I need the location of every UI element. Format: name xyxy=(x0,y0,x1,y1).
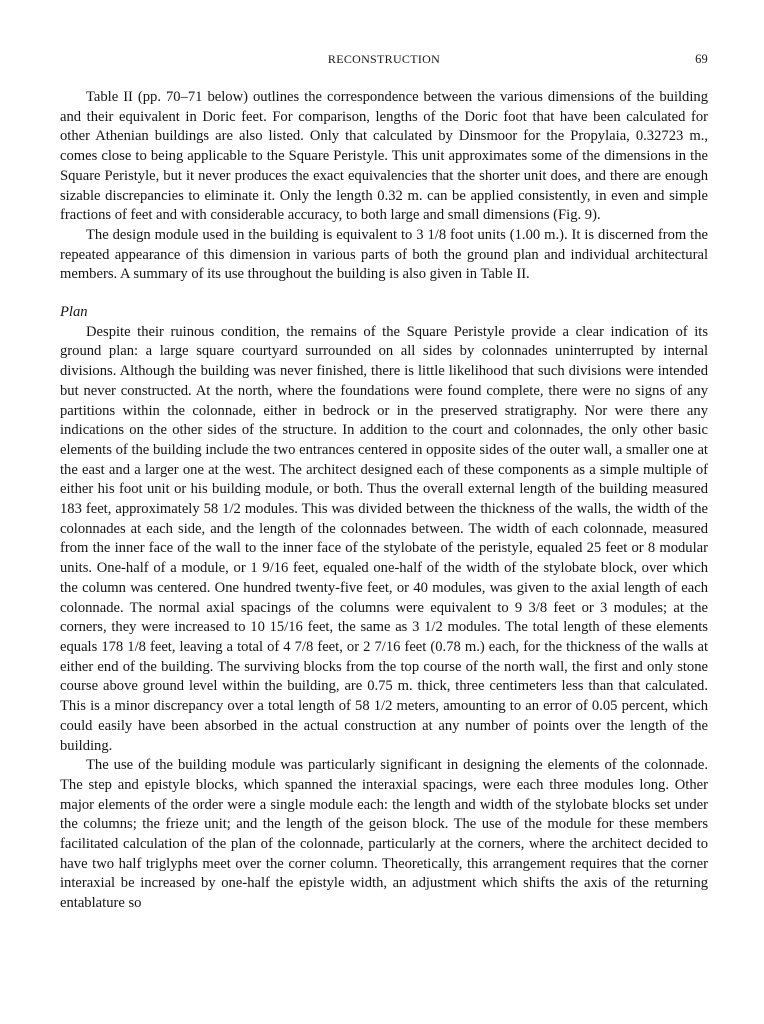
section-heading-plan: Plan xyxy=(60,304,88,321)
paragraph-design-module: The design module used in the building is equivalent to 3 1/8 foot units (1.00 m.). It is discerned from the repeated appearance of this dimension in various parts of both the ground plan and individual architectural members. A summary of its use throughout the building is also given in Table II. xyxy=(60,226,708,283)
page-number: 69 xyxy=(695,52,708,66)
running-title: RECONSTRUCTION xyxy=(327,52,441,66)
running-header xyxy=(60,52,708,72)
book-page xyxy=(60,52,708,914)
paragraph-ground-plan: Despite their ruinous condition, the remains of the Square Peristyle provide a clear indication of its ground plan: a large square courtyard surrounded on all sides by colonnades uninterrupted by internal divisions. Although the building was never finished, there is little likelihood that such divisions were intended but never constructed. At the north, where the foundations were found complete, there were no signs of any partitions within the colonnade, either in bedrock or in the preserved stratigraphy. Nor were there any indications on the other sides of the structure. In addition to the court and colonnades, the only other basic elements of the building include the two entrances centered in opposite sides of the outer wall, a smaller one at the east and a larger one at the west. The architect designed each of these components as a simple multiple of either his foot unit or his building module, or both. Thus the overall external length of the building measured 183 feet, approximately 58 1/2 modules. This was divided between the thickness of the walls, the width of the colonnades at each side, and the length of the colonnades between. The width of each colonnade, measured from the inner face of the wall to the inner face of the stylobate of the peristyle, equaled 25 feet or 8 modular units. One-half of a module, or 1 9/16 feet, equaled one-half of the width of the stylobate block, over which the column was centered. One hundred twenty-five feet, or 40 modules, was given to the axial length of each colonnade. The normal axial spacings of the columns were equivalent to 9 3/8 feet or 3 modules; at the corners, they were increased to 10 15/16 feet, the same as 3 1/2 modules. The total length of these elements equals 178 1/8 feet, leaving a total of 4 7/8 feet, or 2 7/16 feet (0.78 m.) each, for the thickness of the walls at either end of the building. The surviving blocks from the top course of the north wall, the first and only stone course above ground level within the building, are 0.75 m. thick, three centimeters less than that calculated. This is a minor discrepancy over a total length of 58 1/2 meters, amounting to an error of 0.05 percent, which could easily have been absorbed in the actual construction at any number of points over the length of the building. xyxy=(60,323,708,754)
paragraph-table-ii: Table II (pp. 70–71 below) outlines the correspondence between the various dimensions of the building and their equivalent in Doric feet. For comparison, lengths of the Doric foot that have been calculated for other Athenian buildings are also listed. Only that calculated by Dinsmoor for the Propylaia, 0.32723 m., comes close to being applicable to the Square Peristyle. This unit approximates some of the dimensions in the Square Peristyle, but it never produces the exact equivalencies that the shorter unit does, and there are enough sizable discrepancies to eliminate it. Only the length 0.32 m. can be applied consistently, in even and simple fractions of feet and with considerable accuracy, to both large and small dimensions (Fig. 9). xyxy=(60,89,708,224)
paragraph-colonnade-module: The use of the building module was particularly significant in designing the elements of the colonnade. The step and epistyle blocks, which spanned the interaxial spacings, were each three modules long. Other major elements of the order were a single module each: the length and width of the stylobate blocks set under the columns; the frieze unit; and the length of the geison block. The use of the module for these members facilitated calculation of the plan of the colonnade, particularly at the corners, where the architect decided to have two half triglyphs meet over the corner column. Theoretically, this arrangement requires that the corner interaxial be increased by one-half the epistyle width, an adjustment which shifts the axis of the returning entablature so xyxy=(60,757,708,912)
